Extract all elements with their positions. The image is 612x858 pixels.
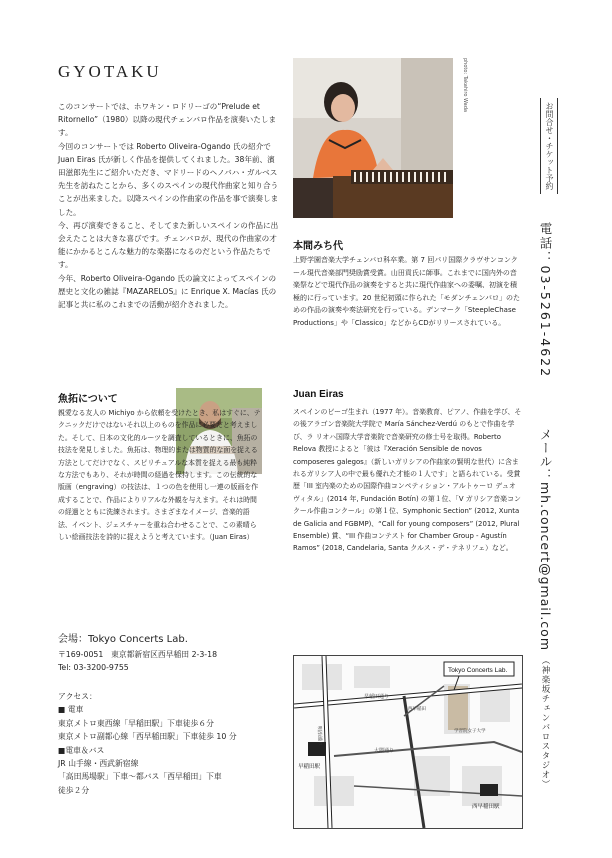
access-line: JR 山手線・西武新宿線 (58, 759, 139, 769)
venue-info (58, 648, 217, 674)
performer-photo (293, 58, 453, 218)
venue-label: 会場：Tokyo Concerts Lab. (58, 634, 188, 645)
intro-text (58, 100, 282, 311)
map-road-label: 早稲田通り (364, 694, 390, 700)
performer-bio-text: 上野学園音楽大学チェンバロ科卒業。第 7 回パリ国際クラヴサンコンクール現代音楽部門奨励賞受賞。山田貢氏に師事。これまでに国内外の音楽祭などで現代作品の演奏をすると共に現代作曲家への委嘱、初演を積極的に行っています。20 世紀初頭に作られた「モダンチェンバロ」のための作品の演奏や奏法研究を行っている。デンマーク「SteepleChase Productions」や「Classico」などからCDがリリースされている。 (293, 256, 520, 327)
access-map (293, 655, 523, 829)
access-line: 東京メトロ副都心線「西早稲田駅」下車徒歩 10 分 (58, 732, 237, 742)
page-title: GYOTAKU (58, 62, 162, 81)
intro-paragraph: 今年、Roberto Oliveira-Ogando 氏の論文によってスペインの歴史と文化の雑誌『MAZARELOS』に Enrique X. Macías 氏の記事と共に私のこれまでの活動が紹介されました。 (58, 273, 277, 310)
access-line: 徒歩２分 (58, 785, 90, 795)
photo-credit: photo: Takahiro Wada (462, 58, 468, 112)
intro-paragraph: このコンサートでは、ホワキン・ロドリーゴの“Prelude et Ritornello”（1980）以降の現代チェンバロ作品を演奏いたします。 (58, 102, 277, 138)
intro-paragraph: 今回のコンサートでは Roberto Oliveira-Ogando 氏の紹介で Juan Eiras 氏が新しく作品を提供してくれました。38年前、濱田滋郎先生にご紹介いただき、マドリードのヘノバハ・ガルベス先生を訪ねたことから、多くのスペインの現代作曲家と知り合うことが出来ました。以降スペインの作曲家の作品を事で演奏しました。 (58, 141, 279, 217)
map-road-label: 明治通り (316, 725, 323, 747)
contact-tel[interactable]: 電話：03-5261-4622 (538, 222, 553, 379)
map-building-label: 学習院女子大学 (454, 729, 486, 734)
performer-name: 本間みち代 (293, 241, 343, 252)
studio-name: （神楽坂チェンバロスタジオ） (540, 656, 550, 789)
performer-bio (293, 254, 523, 330)
map-station-label: 早稲田駅 (298, 764, 321, 770)
composer-bio: スペインのビーゴ生まれ（1977 年）。音楽教育、ピアノ、作曲を学び、その後アラゴン音楽院大学院で María Sánchez-Verdú のもとで作曲を学び、ラ リオハ国際大学音楽院で音楽研究の修士号を取得。Roberto Relova 教授によると「彼は『Xeración Sensible de novos composeres galegos』（新しいガリシアの作曲家の賢明な世代）に含まれるガリシア人の中で最も優れた才能の１人です」と語られている。受賞歴「III 室内楽のための国際作曲コンペティション・アルトゥーロ デュオ ヴィタル」(2014 年, Fundación Botín) の第１位、「V ガリシア音楽コンクール作曲コンクール」の第１位、Symphonic Section” (2012, Xunta de Galicia and FGBMP)、“Call for young composers” (2012, Plural Ensemble) 賞、“III 作曲コンテスト for Chamber Group - Agustín Ramos” (2018, Candelaria, Santa クルス・デ・テネリフェ）など。 (293, 408, 522, 553)
gyotaku-heading: 魚拓について (58, 394, 118, 405)
station-marker (480, 784, 498, 796)
map-road-label: 大隈通り (374, 748, 395, 754)
intro-paragraph: 今、再び演奏できること、そしてまた新しいスペインの作品に出会えたことは大きな喜びです。チェンバロが、現代の作曲家の才能にかかるとこんな魅力的な楽器になるのだという作品たちです。 (58, 220, 279, 270)
map-venue-label: Tokyo Concerts Lab. (448, 667, 508, 674)
access-line: 東京メトロ東西線「早稲田駅」下車徒歩６分 (58, 718, 214, 728)
map-area-label: 西早稲田 (408, 707, 426, 712)
venue-postal: 〒169-0051 東京都新宿区西早稲田 2-3-18 (58, 650, 218, 659)
access-line: ■ 電車 (58, 705, 84, 715)
contact-label: お問合せ・チケット予約 (540, 98, 558, 194)
access-label: アクセス： (58, 692, 97, 701)
map-station-label: 西早稲田駅 (472, 804, 500, 810)
gyotaku-text: 親愛なる友人の Michiyo から依頼を受けたとき、私はすぐに、テクニックだけではないそれ以上のものを作品に必要だと考えました。そして、日本の文化的ルーツを調査しているときに、魚拓の技法を発見しました。魚拓は、物理的または物質的な面を捉える方法としてだけでなく、スピリチュアルな本質を捉える最も純粋な方法でもあり、それが時間の経過を保持します。この伝統的な版画（engraving）の技法は、１つの色を使用し一連の版画を作成することで、作品によりリアルな外観を与えます。それは時間の経過とともに洗練されます。さまざまなイメージ、音楽的語法、イベント、ジェスチャーを重ね合わせることで、この素晴らしい絵画技法を詩的に捉えようと考えています。（Juan Eiras） (58, 409, 261, 542)
access-line: ■電車＆バス (58, 745, 105, 755)
access-info (58, 690, 237, 797)
contact-mail[interactable]: メール：mh.concert@gmail.com (538, 428, 553, 652)
access-line: 「高田馬場駅」下車～都バス「西早稲田」下車 (58, 772, 222, 782)
composer-name: Juan Eiras (293, 389, 344, 400)
venue-tel: Tel: 03-3200-9755 (58, 663, 129, 672)
